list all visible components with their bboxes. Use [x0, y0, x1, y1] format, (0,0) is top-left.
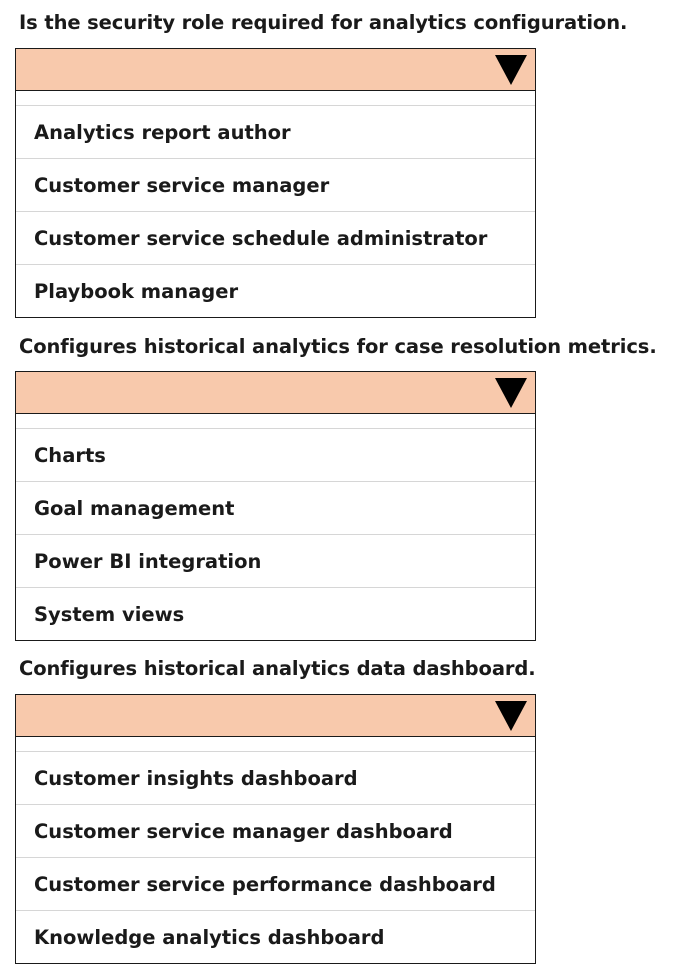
option-playbook-manager[interactable]: Playbook manager	[16, 264, 535, 317]
question-1-dropdown	[15, 48, 536, 318]
question-1-dropdown-toggle[interactable]	[16, 49, 535, 91]
question-1-prompt: Is the security role required for analytics configuration.	[19, 11, 628, 34]
option-analytics-report-author[interactable]: Analytics report author	[16, 105, 535, 158]
question-3-dropdown-toggle[interactable]	[16, 695, 535, 737]
question-3-options	[16, 737, 535, 963]
question-3-prompt: Configures historical analytics data dashboard.	[19, 657, 536, 680]
option-customer-insights-dashboard[interactable]: Customer insights dashboard	[16, 751, 535, 804]
question-2-options	[16, 414, 535, 640]
question-3-dropdown	[15, 694, 536, 964]
question-2-prompt: Configures historical analytics for case resolution metrics.	[19, 335, 657, 358]
triangle-down-icon	[495, 378, 527, 408]
triangle-down-icon	[495, 701, 527, 731]
question-2-dropdown-toggle[interactable]	[16, 372, 535, 414]
option-power-bi-integration[interactable]: Power BI integration	[16, 534, 535, 587]
option-customer-service-schedule-administrator[interactable]: Customer service schedule administrator	[16, 211, 535, 264]
question-2-dropdown	[15, 371, 536, 641]
option-charts[interactable]: Charts	[16, 428, 535, 481]
option-customer-service-manager[interactable]: Customer service manager	[16, 158, 535, 211]
question-1-options	[16, 91, 535, 317]
option-knowledge-analytics-dashboard[interactable]: Knowledge analytics dashboard	[16, 910, 535, 963]
option-customer-service-manager-dashboard[interactable]: Customer service manager dashboard	[16, 804, 535, 857]
option-system-views[interactable]: System views	[16, 587, 535, 640]
option-goal-management[interactable]: Goal management	[16, 481, 535, 534]
triangle-down-icon	[495, 55, 527, 85]
option-customer-service-performance-dashboard[interactable]: Customer service performance dashboard	[16, 857, 535, 910]
